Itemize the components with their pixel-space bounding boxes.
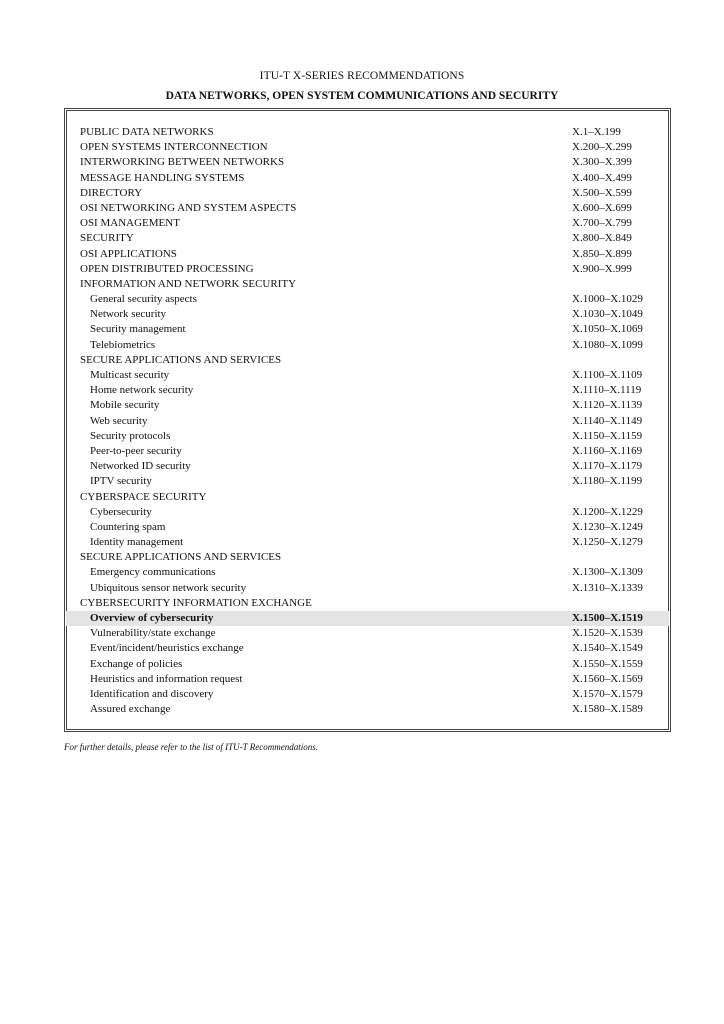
row-label: INTERWORKING BETWEEN NETWORKS [80, 156, 285, 169]
row-label: Telebiometrics [90, 338, 156, 351]
table-row [66, 262, 669, 277]
table-row [66, 657, 669, 672]
section-heading [66, 550, 669, 565]
row-range: X.850–X.899 [572, 247, 632, 260]
row-range: X.1580–X.1589 [572, 703, 643, 716]
row-range: X.900–X.999 [572, 262, 632, 275]
row-range: X.1170–X.1179 [572, 460, 643, 473]
table-row [66, 140, 669, 155]
row-range: X.1570–X.1579 [572, 687, 643, 700]
table-row [66, 338, 669, 353]
row-label: Assured exchange [90, 703, 171, 716]
table-row [66, 565, 669, 580]
row-label: Countering spam [90, 520, 166, 533]
series-title: ITU-T X-SERIES RECOMMENDATIONS [259, 70, 465, 82]
table-row [66, 626, 669, 641]
row-label: Heuristics and information request [90, 672, 243, 685]
table-row [66, 125, 669, 140]
row-label: Peer-to-peer security [90, 444, 182, 457]
table-row [66, 383, 669, 398]
row-range: X.1200–X.1229 [572, 505, 643, 518]
table-row [66, 292, 669, 307]
row-label: Identification and discovery [90, 687, 214, 700]
row-label: OPEN SYSTEMS INTERCONNECTION [80, 141, 268, 154]
row-label: Multicast security [90, 369, 170, 381]
table-row [66, 672, 669, 687]
table-row [66, 201, 669, 216]
table-row [66, 231, 669, 246]
highlighted-row [66, 611, 669, 626]
row-label: Security management [90, 323, 186, 336]
row-label: General security aspects [90, 293, 197, 306]
row-range: X.700–X.799 [572, 217, 632, 230]
row-range: X.1140–X.1149 [572, 414, 643, 427]
table-row [66, 702, 669, 717]
row-range: X.1550–X.1559 [572, 657, 643, 670]
row-label: Networked ID security [90, 460, 191, 473]
row-range: X.300–X.399 [572, 156, 632, 169]
row-range: X.1230–X.1249 [572, 520, 643, 533]
row-range: X.500–X.599 [572, 186, 632, 199]
row-range: X.200–X.299 [572, 141, 632, 154]
row-label: Overview of cybersecurity [90, 612, 214, 624]
row-range: X.1100–X.1109 [572, 369, 643, 381]
table-row [66, 520, 669, 535]
table-row [66, 398, 669, 413]
row-range: X.1560–X.1569 [572, 672, 643, 685]
table-row [66, 186, 669, 201]
section-label: CYBERSPACE SECURITY [80, 490, 207, 503]
row-label: Identity management [90, 536, 184, 549]
row-range: X.1120–X.1139 [572, 399, 643, 412]
row-label: Security protocols [90, 429, 171, 442]
row-label: OSI NETWORKING AND SYSTEM ASPECTS [80, 201, 297, 214]
table-row [66, 216, 669, 231]
table-row [66, 414, 669, 429]
row-range: X.600–X.699 [572, 201, 632, 214]
table-row [66, 322, 669, 337]
row-range: X.1050–X.1069 [572, 323, 643, 336]
table-row [66, 505, 669, 520]
table-row [66, 368, 669, 383]
table-row [66, 641, 669, 656]
row-range: X.1160–X.1169 [572, 444, 643, 457]
table-row [66, 459, 669, 474]
row-label: Exchange of policies [90, 657, 183, 670]
row-label: OSI MANAGEMENT [80, 217, 180, 230]
table-row [66, 307, 669, 322]
section-label: SECURE APPLICATIONS AND SERVICES [80, 353, 282, 366]
row-label: Cybersecurity [90, 505, 152, 518]
row-range: X.1500–X.1519 [572, 612, 643, 624]
row-range: X.1150–X.1159 [572, 429, 643, 442]
row-range: X.1250–X.1279 [572, 536, 643, 549]
row-range: X.1520–X.1539 [572, 627, 643, 640]
table-row [66, 687, 669, 702]
section-label: CYBERSECURITY INFORMATION EXCHANGE [80, 596, 312, 609]
row-label: MESSAGE HANDLING SYSTEMS [80, 171, 245, 184]
section-heading [66, 596, 669, 611]
section-heading [66, 277, 669, 292]
row-range: X.1–X.199 [572, 126, 621, 138]
row-label: Emergency communications [90, 566, 216, 579]
row-label: Home network security [90, 384, 194, 397]
row-label: PUBLIC DATA NETWORKS [80, 126, 214, 138]
section-heading [66, 353, 669, 368]
row-label: OSI APPLICATIONS [80, 247, 177, 260]
section-heading [66, 490, 669, 505]
footnote: For further details, please refer to the list of ITU-T Recommendations. [64, 742, 318, 752]
row-range: X.1180–X.1199 [572, 475, 643, 488]
table-row [66, 171, 669, 186]
table-row [66, 155, 669, 170]
table-row [66, 429, 669, 444]
section-label: INFORMATION AND NETWORK SECURITY [80, 277, 297, 290]
table-row [66, 247, 669, 262]
recommendations-table [66, 125, 669, 717]
row-label: SECURITY [80, 232, 134, 245]
table-row [66, 444, 669, 459]
table-row [66, 581, 669, 596]
row-label: Web security [90, 414, 148, 427]
row-range: X.1540–X.1549 [572, 642, 643, 655]
row-range: X.400–X.499 [572, 171, 632, 184]
row-label: Network security [90, 308, 167, 321]
row-label: DIRECTORY [80, 186, 143, 199]
series-subtitle: DATA NETWORKS, OPEN SYSTEM COMMUNICATIONS AND SECURITY [165, 90, 559, 102]
row-label: Mobile security [90, 399, 160, 412]
row-range: X.1110–X.1119 [572, 384, 642, 397]
table-row [66, 535, 669, 550]
row-range: X.1080–X.1099 [572, 338, 643, 351]
row-range: X.1310–X.1339 [572, 581, 643, 594]
row-range: X.1300–X.1309 [572, 566, 643, 579]
row-label: Vulnerability/state exchange [90, 627, 216, 640]
row-label: Event/incident/heuristics exchange [90, 642, 244, 655]
row-range: X.1030–X.1049 [572, 308, 643, 321]
row-label: IPTV security [90, 475, 152, 488]
row-label: OPEN DISTRIBUTED PROCESSING [80, 262, 254, 275]
row-range: X.800–X.849 [572, 232, 632, 245]
row-range: X.1000–X.1029 [572, 293, 643, 306]
section-label: SECURE APPLICATIONS AND SERVICES [80, 551, 282, 564]
row-label: Ubiquitous sensor network security [90, 581, 247, 594]
table-row [66, 474, 669, 489]
